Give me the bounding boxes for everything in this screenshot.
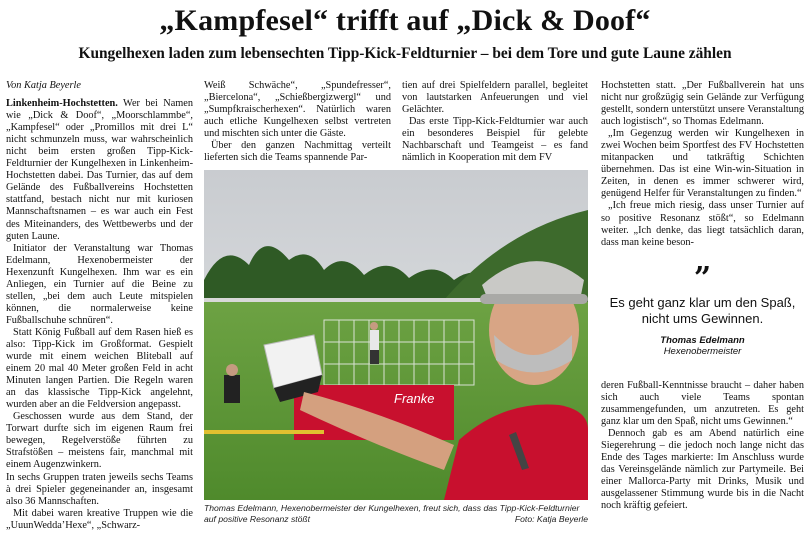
- pull-quote: [601, 261, 804, 376]
- subheadline: Kungelhexen laden zum lebensechten Tipp-Kick-Feldturnier – bei dem Tore und gute Laune zählen: [78, 45, 732, 62]
- quote-author: Thomas Edelmann: [660, 335, 745, 346]
- paragraph: Initiator der Veranstaltung war Thomas Edelmann, Hexenobermeister der Hexenzunft Kungelhexen. Ihm war es ein Anliegen, ein Turnier auf die Beine zu stellen, „bei dem auch Leute mitspielen können, die normalerweise keine Fußballschuhe schnüren“.: [6, 242, 193, 326]
- paragraph: tien auf drei Spielfeldern parallel, begleitet von lautstarken Anfeuerungen und viel Gelächter.: [402, 80, 588, 116]
- paragraph: Geschossen wurde aus dem Stand, der Torwart durfte sich im eigenen Raum frei bewegen, Regelverstöße führten zu Strafstößen – meistens fair, manchmal mit einem Augenzwinkern.: [6, 411, 193, 471]
- paragraph: Hochstetten statt. „Der Fußballverein hat uns nicht nur großzügig sein Gelände zur Verfügung gestellt, sondern unterstützt unsere Veranstaltung auch logistisch“, so Thomas Edelmann.: [601, 80, 804, 128]
- photo-caption: [204, 503, 588, 525]
- paragraph: In sechs Gruppen traten jeweils sechs Teams à drei Spieler gegeneinander an, insgesamt also 36 Mannschaften.: [6, 471, 193, 507]
- dateline: Linkenheim-Hochstetten.: [6, 98, 118, 110]
- paragraph-text: Wer bei Namen wie „Dick & Doof“, „Moorschlammbe“, „Kampfesel“ oder „Promillos mit drei L“ nicht schmunzeln muss, war wahrscheinlich nicht beim ersten großen Tipp-Kick-Feldturnier der Kungelhexen in Linkenheim-Hochstetten dabei. Das Turnier, das auf dem Gelände des Fußballvereins Hochstetten stattfand, bestach nicht nur mit kuriosen Mannschaftsnamen – es war auch ein Fest des Miteinanders, des Wettbewerbs und der guten Laune.: [6, 98, 194, 242]
- article-column-3: [402, 80, 588, 164]
- paragraph: „Im Gegenzug werden wir Kungelhexen in zwei Wochen beim Sportfest des FV Hochstetten mitanpacken und tatkräftig Schichten übernehmen. Das ist eine Win-win-Situation in Zeiten, in denen es immer schwerer wird, genügend Helfer für Veranstaltungen zu finden.“: [601, 128, 804, 200]
- byline: Von Katja Beyerle: [6, 80, 81, 91]
- headline: „Kampfesel“ trifft auf „Dick & Doof“: [159, 4, 651, 37]
- paragraph: Statt König Fußball auf dem Rasen hieß es also: Tipp-Kick im Großformat. Gespielt wurde mit einem weichen Bliteball auf einem 20 mal 40 Meter großen Feld in acht Minuten langen Partien. Die Regeln waren an das klassische Tipp-Kick angelehnt, wurden aber an die Feldversion angepasst.: [6, 326, 193, 411]
- quote-text: Es geht ganz klar um den Spaß, nicht ums Gewinnen.: [609, 295, 796, 326]
- caption-text: Thomas Edelmann, Hexenobermeister der Kungelhexen, freut sich, dass das Tipp-Kick-Feldturnier auf positive Resonanz stößt: [204, 503, 580, 524]
- paragraph: Über den ganzen Nachmittag verteilt lieferten sich die Teams spannende Par-: [204, 140, 391, 164]
- paragraph: Das erste Tipp-Kick-Feldturnier war auch ein besonderes Beispiel für gelebte Nachbarschaft und Teamgeist – es fand nämlich in Kooperation mit dem FV: [402, 116, 588, 164]
- paragraph: Weiß Schwäche“, „Spundefresser“, „Biercelona“, „Schießbergizwergl“ und „Sumpfkraischerhexen“. Natürlich waren auch etliche Kungelhexen selbst vertreten und mischten sich unter die Gäste.: [204, 80, 391, 140]
- paragraph: „Ich freue mich riesig, dass unser Turnier auf so positive Resonanz stößt“, so Edelmann weiter. „Ich denke, das liegt tatsächlich daran, dass man keine beson-: [601, 200, 804, 248]
- paragraph: Mit dabei waren kreative Truppen wie die „UuunWedda’Hexe“, „Schwarz-: [6, 507, 193, 531]
- banner-text: Franke: [394, 391, 435, 406]
- article-column-4: [601, 80, 804, 249]
- article-column-1: [6, 80, 193, 532]
- quote-mark-icon: ”: [693, 261, 712, 296]
- paragraph: [6, 98, 193, 243]
- paragraph: deren Fußball-Kenntnisse braucht – daher haben sich auch viele Teams spontan zusammengefunden, um anzutreten. Es geht ganz klar um den Spaß, nicht ums Gewinnen.“: [601, 380, 804, 428]
- paragraph: Dennoch gab es am Abend natürlich eine Siegerehrung – die jedoch noch lange nicht das Ende des Tages markierte: Im Anschluss wurde das Vereinsgelände nämlich zur Partymeile. Bei einer Mallorca-Party mit Drinks, Musik und ausgelassener Stimmung wurde bis in die Nacht noch kräftig gefeiert.: [601, 428, 804, 512]
- article-photo: [204, 170, 588, 500]
- article-column-4-continued: [601, 380, 804, 513]
- quote-author-role: Hexenobermeister: [663, 346, 742, 357]
- article-column-2: [204, 80, 391, 164]
- photo-credit: Foto: Katja Beyerle: [514, 514, 588, 524]
